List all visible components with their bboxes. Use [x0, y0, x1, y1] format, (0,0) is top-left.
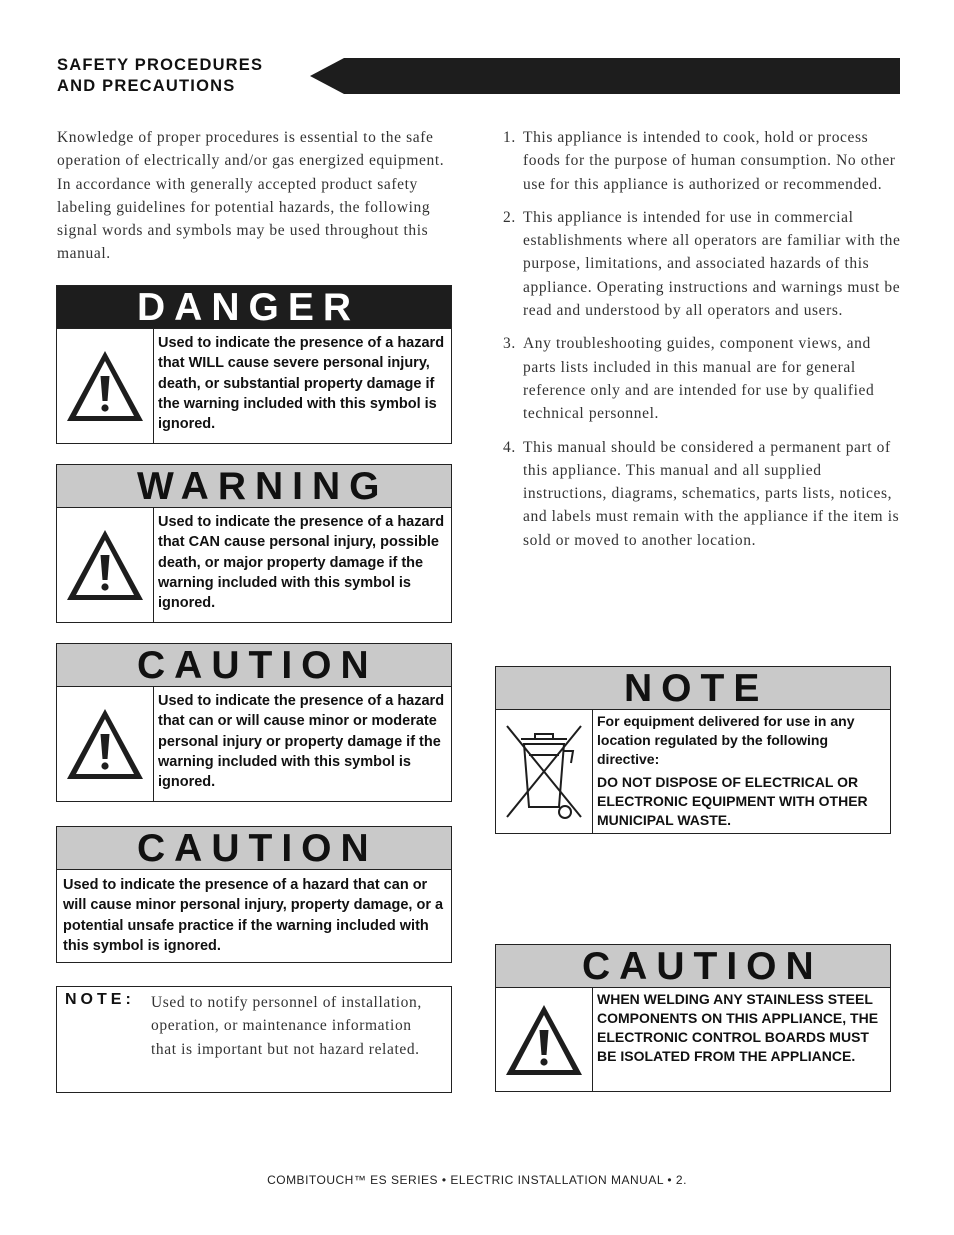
list-item [503, 126, 903, 196]
caution-heading: CAUTION [57, 644, 451, 687]
list-item [503, 206, 903, 322]
danger-box [56, 285, 452, 444]
section-title-line1: SAFETY PROCEDURES [57, 56, 264, 74]
section-title [57, 55, 263, 97]
warning-triangle-icon [64, 706, 146, 782]
list-item [503, 332, 903, 425]
weee-description-line2: DO NOT DISPOSE OF ELECTRICAL OR ELECTRONIC EQUIPMENT WITH OTHER MUNICIPAL WASTE. [597, 774, 868, 828]
list-item-text: This appliance is intended to cook, hold or process foods for the purpose of human consumption. No other use for this appliance is authorized or recommended. [523, 129, 896, 193]
caution-description: Used to indicate the presence of a hazard that can or will cause minor personal injury, property damage, or a potential unsafe practice if the warning included with this symbol is ignored. [63, 877, 444, 954]
warning-symbol-cell [57, 508, 154, 622]
numbered-list [503, 126, 903, 562]
list-item-text: Any troubleshooting guides, component views, and parts lists included in this manual are for general reference only and are intended for use by qualified technical personnel. [523, 335, 875, 423]
note-heading: NOTE [496, 667, 890, 710]
note-box [56, 986, 452, 1093]
list-item-number: 4. [503, 438, 516, 456]
crossed-out-wheelie-bin-icon [499, 717, 589, 827]
page-footer: COMBITOUCH™ ES SERIES • ELECTRIC INSTALLATION MANUAL • 2. [267, 1173, 687, 1187]
intro-paragraph: Knowledge of proper procedures is essential to the safe operation of electrically and/or gas energized equipment. In accordance with generally accepted product safety labeling guidelines for potential hazards, the following signal words and symbols may be used throughout this manual. [57, 129, 445, 263]
welding-caution-box [495, 944, 891, 1092]
caution-box [56, 643, 452, 802]
weee-description-line1: For equipment delivered for use in any location regulated by the following directive: [597, 713, 855, 767]
note-label: NOTE: [65, 991, 135, 1008]
weee-note-box [495, 666, 891, 834]
warning-box [56, 464, 452, 623]
list-item-text: This manual should be considered a permanent part of this appliance. This manual and all supplied instructions, diagrams, schematics, parts lists, notices, and labels must remain with the appliance if the item is sold or moved to another location. [523, 438, 900, 549]
list-item-number: 1. [503, 129, 516, 146]
caution-heading: CAUTION [496, 945, 890, 988]
list-item [503, 436, 903, 552]
caution-description: Used to indicate the presence of a hazard that can or will cause minor or moderate personal injury or property damage if the warning included with this symbol is ignored. [158, 693, 445, 791]
warning-description: Used to indicate the presence of a hazard that CAN cause personal injury, possible death, or major property damage if the warning included with this symbol is ignored. [158, 514, 445, 612]
note-text: Used to notify personnel of installation, operation, or maintenance information that is important but not hazard related. [151, 994, 422, 1058]
danger-symbol-cell [57, 329, 154, 443]
danger-description: Used to indicate the presence of a hazard that WILL cause severe personal injury, death, or substantial property damage if the warning included with this symbol is ignored. [158, 335, 445, 433]
welding-description: WHEN WELDING ANY STAINLESS STEEL COMPONENTS ON THIS APPLIANCE, THE ELECTRONIC CONTROL BOARDS MUST BE ISOLATED FROM THE APPLIANCE. [597, 991, 879, 1064]
warning-heading: WARNING [57, 465, 451, 508]
danger-heading: DANGER [57, 286, 451, 329]
caution-symbol-cell [57, 687, 154, 801]
weee-description [593, 710, 890, 833]
caution-heading: CAUTION [57, 827, 451, 870]
warning-triangle-icon [503, 1002, 585, 1078]
list-item-number: 3. [503, 335, 516, 353]
list-item-text: This appliance is intended for use in commercial establishments where all operators are familiar with the purpose, limitations, and associated hazards of this appliance. Operating instructions and warnings must be read and understood by all operators and users. [523, 208, 901, 320]
warning-triangle-icon [64, 527, 146, 603]
caution-box-no-symbol [56, 826, 452, 963]
header-bar [310, 58, 900, 94]
weee-symbol-cell [496, 710, 593, 833]
list-item-number: 2. [503, 208, 516, 226]
section-title-line2: AND PRECAUTIONS [57, 77, 236, 95]
welding-symbol-cell [496, 988, 593, 1091]
warning-triangle-icon [64, 348, 146, 424]
